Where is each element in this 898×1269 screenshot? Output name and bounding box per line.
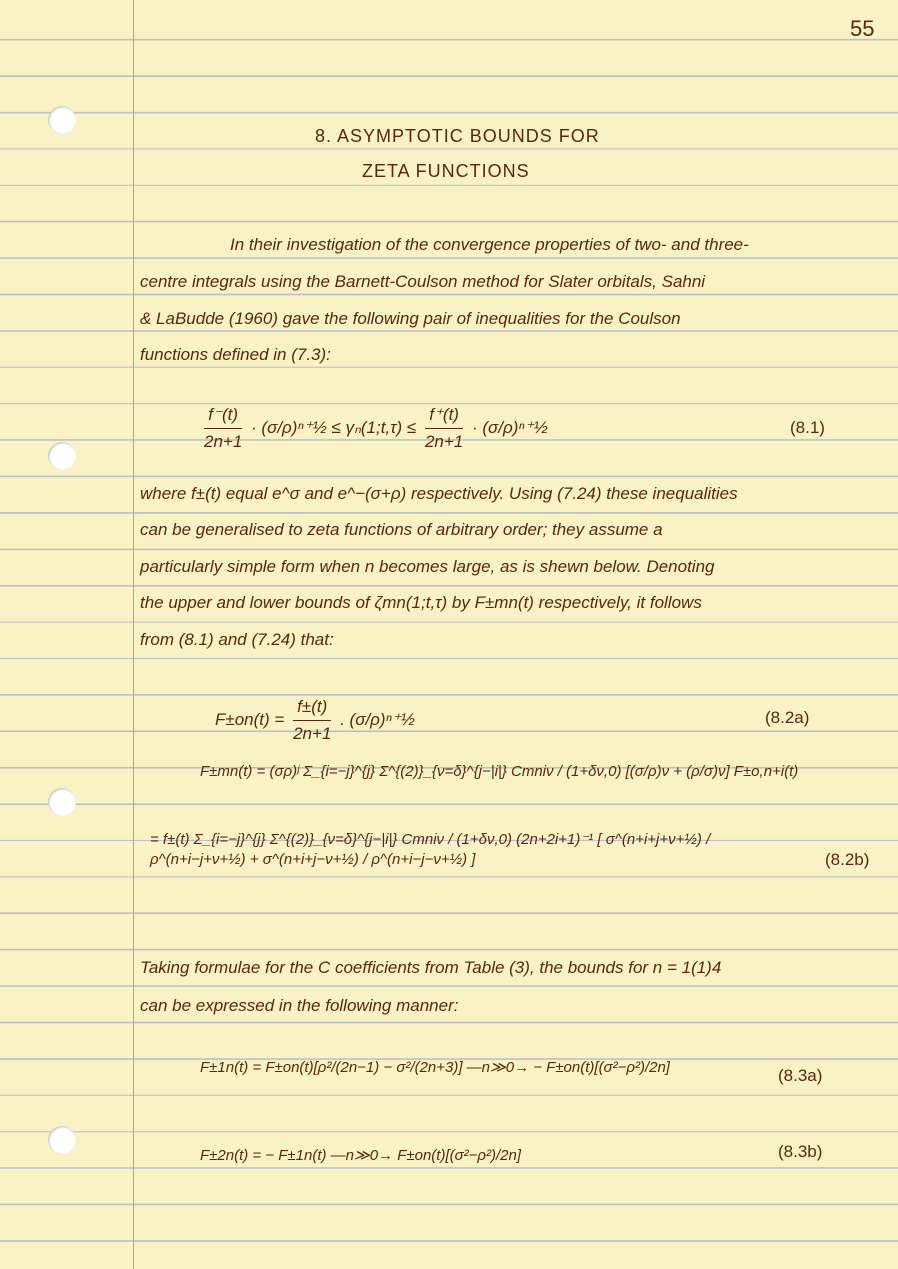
paragraph1-line: & LaBudde (1960) gave the following pair of inequalities for the Coulson [140,309,681,328]
section-title-line1: 8. ASYMPTOTIC BOUNDS FOR [315,126,600,146]
eq-right-denominator: 2n+1 [424,432,464,452]
punch-hole [48,1126,76,1154]
equation-label: (8.1) [790,418,825,437]
equation-label: (8.3a) [778,1066,823,1085]
eq-right-tail: · (σ/ρ)ⁿ⁺½ [471,418,548,438]
equation-label: (8.3b) [778,1142,823,1161]
section-title-line2: ZETA FUNCTIONS [362,161,530,181]
equation-8-1 [200,404,548,453]
paragraph1-line: centre integrals using the Barnett-Coulson method for Slater orbitals, Sahni [140,272,706,291]
page-number: 55 [850,16,875,41]
punch-hole [48,106,76,134]
equation-8-2b-line1: F±mn(t) = (σρ)ʲ Σ_{i=−j}^{j} Σ^{(2)}_{ν=δ}^{j−|i|} Cmniν / (1+δν,0) [(σ/ρ)ν + (ρ/σ)ν] F±o,n+i(t) [200,763,799,780]
equation-8-2b-line2: = f±(t) Σ_{i=−j}^{j} Σ^{(2)}_{ν=δ}^{j−|i|} Cmniν / (1+δν,0) (2n+2i+1)⁻¹ [ σ^(n+i+j+ν+½) / ρ^(n+i−j+ν+½) + σ^(n+i+j−ν+½) / ρ^(n+i−j−ν+½) ] [150,831,711,868]
paragraph1-line: In their investigation of the convergence properties of two- and three- [230,235,749,254]
equation-8-2a [215,696,415,745]
equation-label: (8.2a) [765,708,810,727]
equation-label: (8.2b) [825,850,870,869]
paragraph2-line: where f±(t) equal e^σ and e^−(σ+ρ) respectively. Using (7.24) these inequalities [140,484,738,503]
equation-8-3a: F±1n(t) = F±on(t)[ρ²/(2n−1) − σ²/(2n+3)] —n≫0→ − F±on(t)[(σ²−ρ²)/2n] [200,1059,670,1076]
paragraph3-line: Taking formulae for the C coefficients from Table (3), the bounds for n = 1(1)4 [140,958,722,977]
paragraph2-line: particularly simple form when n becomes large, as is shewn below. Denoting [140,557,715,576]
eq-denominator: 2n+1 [293,724,332,744]
margin-line [133,0,134,1269]
eq-tail: . (σ/ρ)ⁿ⁺½ [340,710,415,730]
paragraph2-line: can be generalised to zeta functions of arbitrary order; they assume a [140,520,663,539]
eq-lhs: F±on(t) = [215,710,285,730]
paragraph1-line: functions defined in (7.3): [140,345,331,364]
eq-numerator: f±(t) [293,696,331,721]
punch-hole [48,788,76,816]
eq-right-numerator: f⁺(t) [425,404,463,429]
paragraph3-line: can be expressed in the following manner: [140,996,459,1015]
eq-middle: · (σ/ρ)ⁿ⁺½ ≤ γₙ(1;t,τ) ≤ [251,418,417,438]
eq-left-denominator: 2n+1 [204,432,243,452]
equation-8-3b: F±2n(t) = − F±1n(t) —n≫0→ F±on(t)[(σ²−ρ²)/2n] [200,1147,522,1164]
paragraph2-line: the upper and lower bounds of ζmn(1;t,τ) by F±mn(t) respectively, it follows [140,593,702,612]
eq-left-numerator: f⁻(t) [204,404,242,429]
paragraph2-line: from (8.1) and (7.24) that: [140,630,334,649]
punch-hole [48,442,76,470]
